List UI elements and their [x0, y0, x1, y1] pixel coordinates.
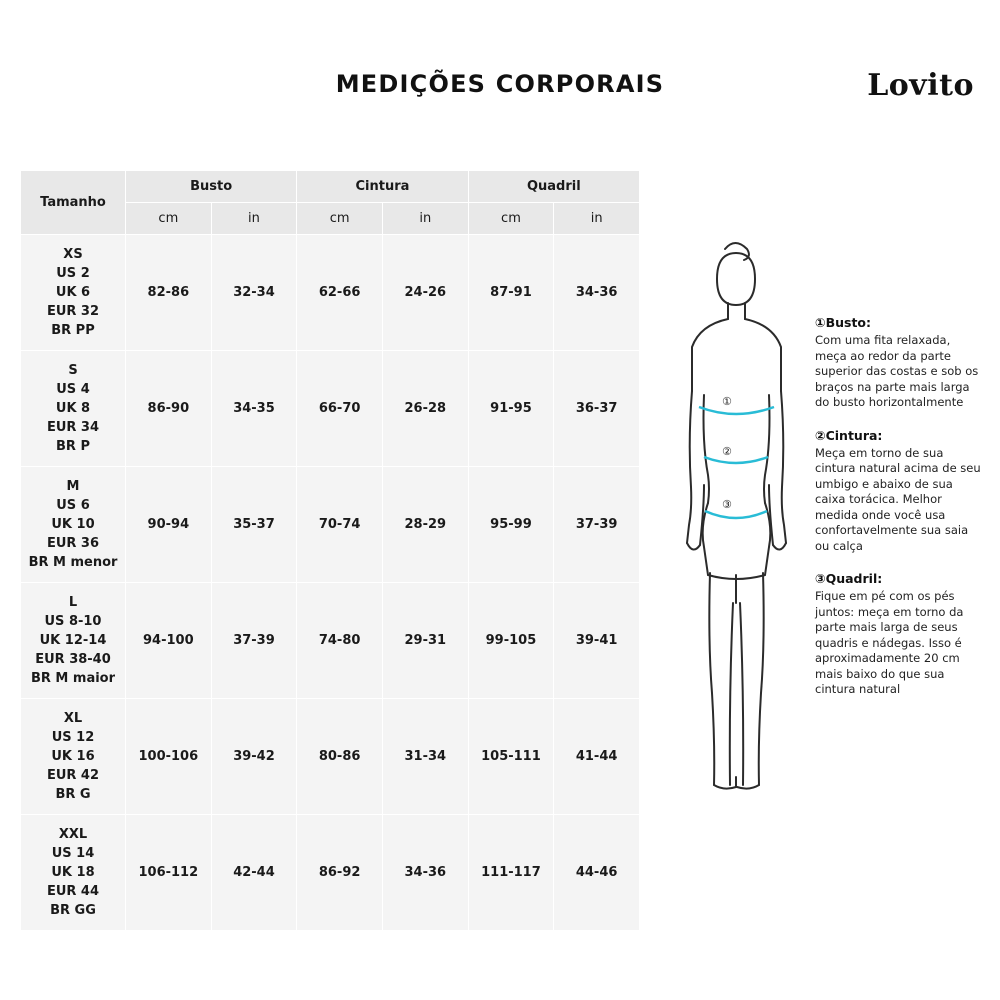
unit-header-hip-cm: cm [468, 203, 554, 235]
cell-bust-in: 39-42 [211, 699, 297, 815]
bust-marker: ① [722, 395, 732, 408]
table-body [21, 235, 640, 931]
cell-bust-in: 32-34 [211, 235, 297, 351]
size-table [20, 170, 640, 931]
size-name: M [66, 479, 80, 494]
note-waist [815, 428, 985, 555]
cell-bust-cm: 94-100 [126, 583, 212, 699]
cell-bust-cm: 86-90 [126, 351, 212, 467]
cell-waist-in: 29-31 [382, 583, 468, 699]
size-us: US 4 [56, 382, 90, 397]
cell-bust-in: 34-35 [211, 351, 297, 467]
cell-bust-in: 42-44 [211, 815, 297, 931]
note-hip [815, 571, 985, 698]
unit-header-bust-in: in [211, 203, 297, 235]
cell-waist-in: 31-34 [382, 699, 468, 815]
size-name: XS [63, 247, 83, 262]
cell-waist-cm: 74-80 [297, 583, 383, 699]
cell-waist-in: 34-36 [382, 815, 468, 931]
hip-marker: ③ [722, 498, 732, 511]
note-waist-body: Meça em torno de sua cintura natural acima de seu umbigo e abaixo de sua caixa torácica. Melhor medida onde você usa confortavelmente sua saia ou calça [815, 445, 981, 553]
cell-hip-in: 36-37 [554, 351, 640, 467]
table-row [21, 235, 640, 351]
cell-hip-in: 41-44 [554, 699, 640, 815]
note-waist-title: ②Cintura: [815, 427, 883, 443]
cell-waist-cm: 80-86 [297, 699, 383, 815]
size-name: S [68, 363, 78, 378]
size-eur: EUR 34 [46, 420, 100, 435]
table-header [21, 171, 640, 235]
note-hip-body: Fique em pé com os pés juntos: meça em torno da parte mais larga de seus quadris e nádegas. Isso é aproximadamente 20 cm mais baixo do que sua cintura natural [815, 589, 964, 696]
table-header-group-row [21, 171, 640, 203]
size-name: XL [63, 711, 83, 726]
row-size-label [21, 235, 126, 351]
size-br: BR PP [51, 323, 95, 338]
size-us: US 14 [51, 846, 95, 861]
size-us: US 2 [56, 266, 90, 281]
size-br: BR GG [50, 903, 96, 918]
brand-logo: Lovito [867, 68, 974, 103]
cell-waist-cm: 62-66 [297, 235, 383, 351]
size-uk: UK 12-14 [39, 633, 107, 648]
note-bust [815, 315, 985, 411]
cell-hip-cm: 91-95 [468, 351, 554, 467]
cell-waist-in: 26-28 [382, 351, 468, 467]
size-br: BR G [55, 787, 91, 802]
size-eur: EUR 42 [46, 768, 100, 783]
cell-hip-cm: 111-117 [468, 815, 554, 931]
row-size-label [21, 699, 126, 815]
row-size-label [21, 467, 126, 583]
waist-marker: ② [722, 445, 732, 458]
cell-bust-cm: 100-106 [126, 699, 212, 815]
cell-hip-in: 39-41 [554, 583, 640, 699]
unit-header-waist-in: in [382, 203, 468, 235]
cell-hip-in: 37-39 [554, 467, 640, 583]
size-us: US 6 [56, 498, 90, 513]
bust-measure-line [699, 407, 774, 414]
cell-hip-cm: 99-105 [468, 583, 554, 699]
size-eur: EUR 44 [46, 884, 100, 899]
size-eur: EUR 36 [46, 536, 100, 551]
size-name: L [68, 595, 78, 610]
table-row [21, 351, 640, 467]
note-hip-title: ③Quadril: [815, 571, 883, 586]
cell-waist-cm: 70-74 [297, 467, 383, 583]
column-header-size: Tamanho [21, 171, 126, 235]
size-eur: EUR 38-40 [35, 652, 111, 667]
cell-bust-cm: 90-94 [126, 467, 212, 583]
cell-hip-in: 44-46 [554, 815, 640, 931]
cell-hip-cm: 95-99 [468, 467, 554, 583]
body-figure [655, 235, 815, 825]
cell-waist-cm: 66-70 [297, 351, 383, 467]
row-size-label [21, 583, 126, 699]
unit-header-hip-in: in [554, 203, 640, 235]
cell-hip-cm: 105-111 [468, 699, 554, 815]
table-row [21, 467, 640, 583]
page-title: MEDIÇÕES CORPORAIS [335, 70, 665, 98]
cell-bust-cm: 82-86 [126, 235, 212, 351]
column-header-waist: Cintura [297, 171, 468, 203]
size-uk: UK 18 [51, 865, 95, 880]
size-us: US 12 [51, 730, 95, 745]
cell-waist-in: 28-29 [382, 467, 468, 583]
size-br: BR M maior [30, 671, 116, 686]
table-row [21, 583, 640, 699]
size-br: BR P [56, 439, 90, 454]
table-row [21, 699, 640, 815]
body-illustration [655, 235, 815, 825]
note-bust-body: Com uma fita relaxada, meça ao redor da parte superior das costas e sob os braços na parte mais larga do busto horizontalmente [815, 333, 979, 409]
cell-bust-in: 35-37 [211, 467, 297, 583]
unit-header-bust-cm: cm [126, 203, 212, 235]
cell-bust-in: 37-39 [211, 583, 297, 699]
row-size-label [21, 815, 126, 931]
cell-waist-in: 24-26 [382, 235, 468, 351]
hip-measure-line [705, 511, 767, 518]
table-row [21, 815, 640, 931]
unit-header-waist-cm: cm [297, 203, 383, 235]
column-header-hip: Quadril [468, 171, 639, 203]
note-bust-title: ①Busto: [815, 315, 872, 330]
size-uk: UK 8 [55, 401, 91, 416]
cell-bust-cm: 106-112 [126, 815, 212, 931]
measurement-notes [815, 315, 985, 715]
cell-hip-in: 34-36 [554, 235, 640, 351]
size-uk: UK 10 [51, 517, 95, 532]
size-table-wrapper [20, 170, 640, 931]
cell-waist-cm: 86-92 [297, 815, 383, 931]
size-name: XXL [58, 827, 88, 842]
waist-measure-line [704, 457, 768, 463]
size-us: US 8-10 [44, 614, 102, 629]
size-eur: EUR 32 [46, 304, 100, 319]
size-br: BR M menor [28, 555, 118, 570]
column-header-bust: Busto [126, 171, 297, 203]
row-size-label [21, 351, 126, 467]
cell-hip-cm: 87-91 [468, 235, 554, 351]
size-uk: UK 6 [55, 285, 91, 300]
size-uk: UK 16 [51, 749, 95, 764]
